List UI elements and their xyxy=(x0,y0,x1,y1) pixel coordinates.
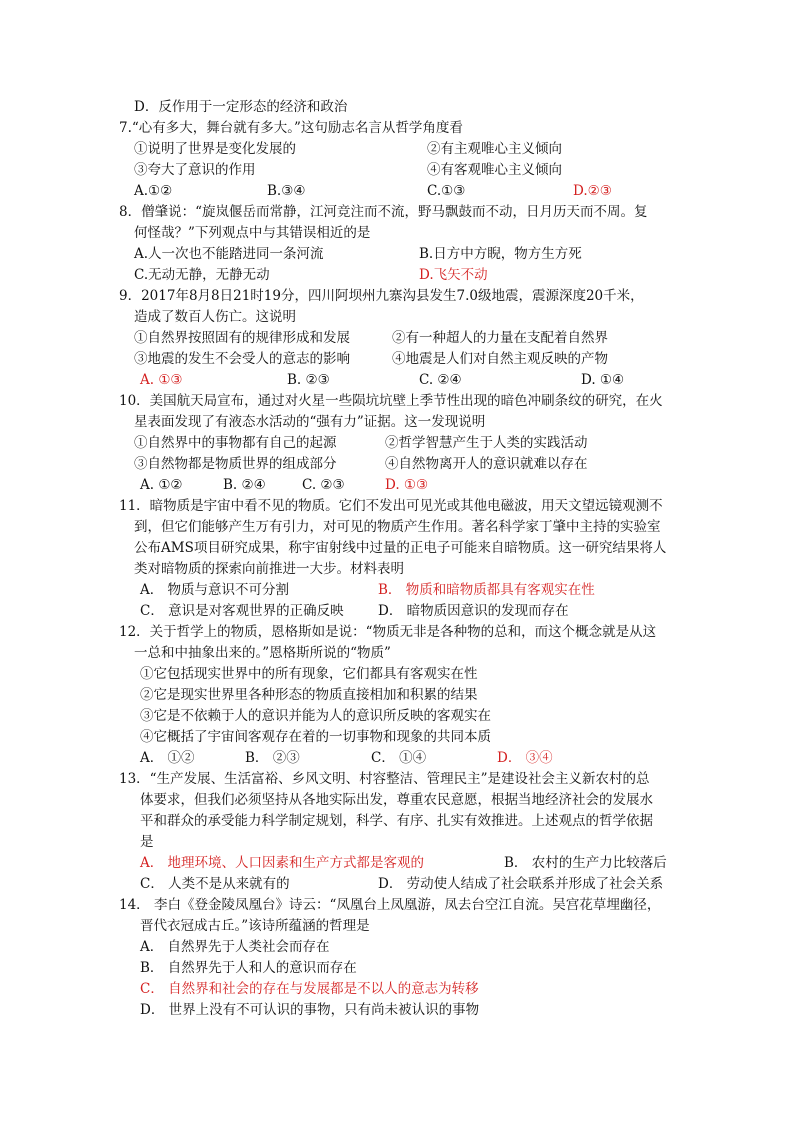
q8-option-a: A.人一次也不能踏进同一条河流 xyxy=(134,246,324,262)
q10-stem-line-2: 星表面发现了有液态水活动的“强有力”证据。这一发现说明 xyxy=(134,414,486,430)
q10-option-c: C. ②③ xyxy=(302,477,345,493)
q10-statement-3: ③自然物都是物质世界的组成部分 xyxy=(134,456,337,472)
q12-option-a: A． ①② xyxy=(140,750,195,766)
q11-option-a: A． 物质与意识不可分割 xyxy=(140,582,290,598)
q14-stem-line-1: 14． 李白《登金陵凤凰台》诗云：“凤凰台上凤凰游，凤去台空江自流。吴宫花草埋幽径， xyxy=(119,897,661,913)
q8-stem-line-1: 8．僧肇说：“旋岚偃岳而常静，江河竞注而不流，野马飘鼓而不动，日月历天而不周。复 xyxy=(119,204,648,220)
q13-option-b: B． 农村的生产力比较落后 xyxy=(504,855,667,871)
q8-option-b: B.日方中方睨，物方生方死 xyxy=(419,246,582,262)
q13-stem-line-1: 13．“生产发展、生活富裕、乡风文明、村容整洁、管理民主”是建设社会主义新农村的总 xyxy=(119,771,650,787)
q12-option-d-answer: D． ③④ xyxy=(497,750,553,766)
q11-option-d: D． 暗物质因意识的发现而存在 xyxy=(378,603,569,619)
q7-option-c: C.①③ xyxy=(427,183,466,199)
q13-stem-line-2: 体要求，但我们必须坚持从各地实际出发，尊重农民意愿，根据当地经济社会的发展水 xyxy=(140,792,653,808)
q11-stem-line-2: 到，但它们能够产生万有引力，对可见的物质产生作用。著名科学家丁肇中主持的实验室 xyxy=(134,519,661,535)
q8-stem-line-2: 何怪哉？”下列观点中与其错误相近的是 xyxy=(134,225,371,241)
q10-option-d-answer: D. ①③ xyxy=(385,477,429,493)
q8-option-d-answer: D.飞矢不动 xyxy=(419,267,488,283)
q11-option-c: C． 意识是对客观世界的正确反映 xyxy=(140,603,344,619)
q11-option-b-answer: B． 物质和暗物质都具有客观实在性 xyxy=(378,582,595,598)
q12-statement-3: ③它是不依赖于人的意识并能为人的意识所反映的客观实在 xyxy=(140,708,491,724)
q13-option-c: C． 人类不是从来就有的 xyxy=(140,876,290,892)
q9-option-a-answer: A. ①③ xyxy=(140,372,183,388)
q7-option-d-answer: D.②③ xyxy=(573,183,612,199)
q13-option-a-answer: A． 地理环境、人口因素和生产方式都是客观的 xyxy=(140,855,425,871)
q9-option-b: B. ②③ xyxy=(287,372,330,388)
q10-statement-4: ④自然物离开人的意识就难以存在 xyxy=(385,456,588,472)
q11-stem-line-3: 公布AMS项目研究成果，称宇宙射线中过量的正电子可能来自暗物质。这一研究结果将人 xyxy=(134,540,667,556)
q9-option-c: C. ②④ xyxy=(419,372,462,388)
q10-option-a: A. ①② xyxy=(140,477,183,493)
q14-option-a: A． 自然界先于人类社会而存在 xyxy=(140,939,330,955)
q9-option-d: D. ①④ xyxy=(581,372,625,388)
q12-stem-line-1: 12．关于哲学上的物质，恩格斯如是说：“物质无非是各种物的总和，而这个概念就是从这 xyxy=(119,624,657,640)
q14-option-b: B． 自然界先于人和人的意识而存在 xyxy=(140,960,357,976)
q13-stem-line-3: 平和群众的承受能力科学制定规划，科学、有序、扎实有效推进。上述观点的哲学依据 xyxy=(140,813,653,829)
q9-statement-1: ①自然界按照固有的规律形成和发展 xyxy=(134,330,350,346)
q12-option-c: C． ①④ xyxy=(371,750,427,766)
q10-option-b: B. ②④ xyxy=(223,477,266,493)
q9-stem-line-2: 造成了数百人伤亡。这说明 xyxy=(134,309,296,325)
q7-option-b: B.③④ xyxy=(267,183,306,199)
q7-statement-3: ③夸大了意识的作用 xyxy=(134,162,256,178)
q10-stem-line-1: 10．美国航天局宣布，通过对火星一些陨坑坑壁上季节性出现的暗色冲刷条纹的研究，在火 xyxy=(119,393,663,409)
q7-option-a: A.①② xyxy=(134,183,173,199)
q14-option-d: D． 世界上没有不可认识的事物，只有尚未被认识的事物 xyxy=(140,1002,480,1018)
q14-option-c-answer: C． 自然界和社会的存在与发展都是不以人的意志为转移 xyxy=(140,981,479,997)
q11-stem-line-4: 类对暗物质的探索向前推进一大步。材料表明 xyxy=(134,561,404,577)
q12-statement-1: ①它包括现实世界中的所有现象，它们都具有客观实在性 xyxy=(140,666,478,682)
q12-stem-line-2: 一总和中抽象出来的。”恩格斯所说的“物质” xyxy=(134,645,391,661)
q9-statement-3: ③地震的发生不会受人的意志的影响 xyxy=(134,351,350,367)
q12-statement-4: ④它概括了宇宙间客观存在着的一切事物和现象的共同本质 xyxy=(140,729,491,745)
q10-statement-2: ②哲学智慧产生于人类的实践活动 xyxy=(385,435,588,451)
q11-stem-line-1: 11．暗物质是宇宙中看不见的物质。它们不发出可见光或其他电磁波，用天文望远镜观测不 xyxy=(119,498,663,514)
q12-option-b: B． ②③ xyxy=(245,750,300,766)
q9-statement-2: ②有一种超人的力量在支配着自然界 xyxy=(392,330,608,346)
q13-stem-line-4: 是 xyxy=(140,834,154,850)
q7-stem: 7.“心有多大，舞台就有多大。”这句励志名言从哲学角度看 xyxy=(119,120,463,136)
q10-statement-1: ①自然界中的事物都有自己的起源 xyxy=(134,435,337,451)
q7-statement-4: ④有客观唯心主义倾向 xyxy=(427,162,562,178)
q7-statement-1: ①说明了世界是变化发展的 xyxy=(134,141,296,157)
q13-option-d: D． 劳动使人结成了社会联系并形成了社会关系 xyxy=(378,876,664,892)
prev-option-d: D．反作用于一定形态的经济和政治 xyxy=(134,99,348,115)
q9-stem-line-1: 9．2017年8月8日21时19分，四川阿坝州九寨沟县发生7.0级地震，震源深度20千米， xyxy=(119,288,644,304)
q12-statement-2: ②它是现实世界里各种形态的物质直接相加和积累的结果 xyxy=(140,687,478,703)
q8-option-c: C.无动无静，无静无动 xyxy=(134,267,270,283)
q7-statement-2: ②有主观唯心主义倾向 xyxy=(427,141,562,157)
q14-stem-line-2: 晋代衣冠成古丘。”该诗所蕴涵的哲理是 xyxy=(140,918,370,934)
q9-statement-4: ④地震是人们对自然主观反映的产物 xyxy=(392,351,608,367)
